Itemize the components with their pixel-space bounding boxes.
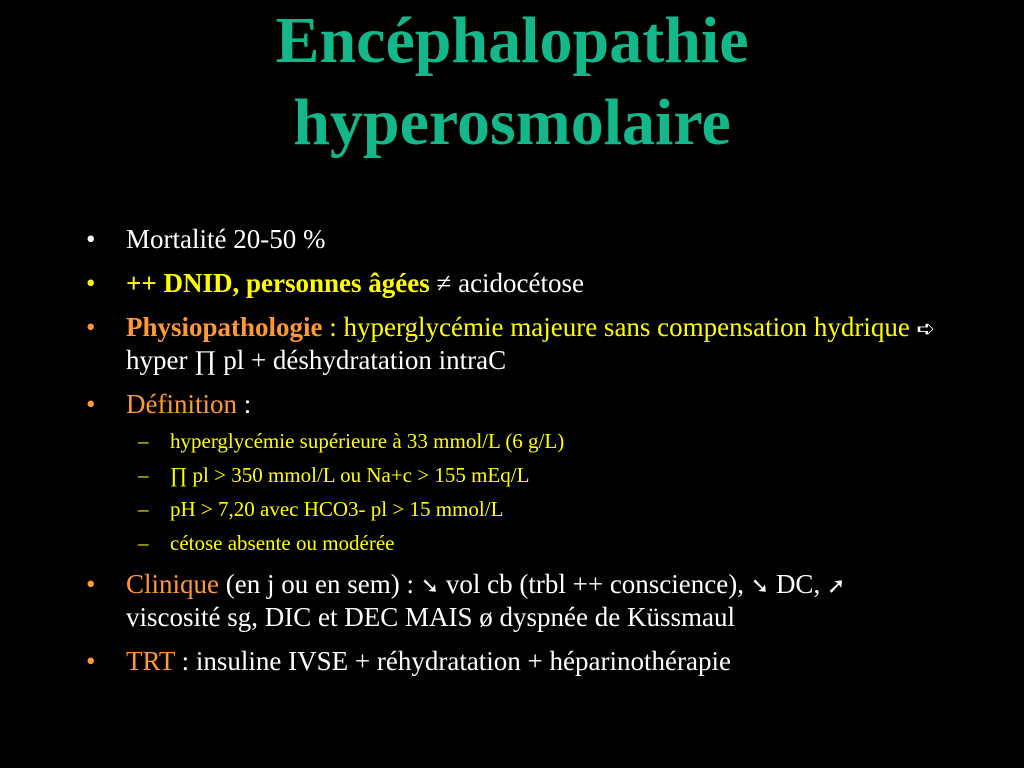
dnid-bold-text: ++ DNID, personnes âgées xyxy=(126,268,430,298)
dash-marker: – xyxy=(138,531,149,555)
definition-item-text: pH > 7,20 avec HCO3- pl > 15 mmol/L xyxy=(170,497,504,521)
dash-marker: – xyxy=(138,463,149,487)
dash-marker: – xyxy=(138,497,149,521)
bullet-item-trt xyxy=(0,646,1024,676)
title-line-2: hyperosmolaire xyxy=(293,86,731,159)
definition-sub-item xyxy=(0,531,1024,555)
bullet-item-definition xyxy=(0,389,1024,419)
bullet-marker: • xyxy=(86,268,96,298)
bullet-item-physiopathologie xyxy=(0,312,1024,375)
definition-label: Définition xyxy=(126,389,237,419)
bullet-marker: • xyxy=(86,224,96,254)
clinique-part2: vol cb (trbl ++ conscience), xyxy=(439,569,751,599)
bullet-marker: • xyxy=(86,312,96,342)
dash-marker: – xyxy=(138,429,149,453)
arrow-down-right-icon: ➘ xyxy=(420,574,440,599)
physio-label: Physiopathologie xyxy=(126,312,323,342)
clinique-label: Clinique xyxy=(126,569,219,599)
bullet-list xyxy=(0,224,1024,690)
physio-rest: hyper ∏ pl + déshydratation intraC xyxy=(126,345,507,375)
bullet-item-clinique xyxy=(0,569,1024,632)
physio-colon: : xyxy=(322,312,344,342)
definition-rest: : xyxy=(236,389,252,419)
definition-item-text: hyperglycémie supérieure à 33 mmol/L (6 g/L) xyxy=(170,429,565,453)
definition-sub-item xyxy=(0,429,1024,453)
clinique-part4: viscosité sg, DIC et DEC MAIS ø dyspnée de Küssmaul xyxy=(126,602,735,632)
trt-label: TRT xyxy=(126,646,175,676)
definition-item-text: cétose absente ou modérée xyxy=(170,531,395,555)
clinique-part3: DC, xyxy=(769,569,827,599)
bullet-marker: • xyxy=(86,569,96,599)
bullet-marker: • xyxy=(86,389,96,419)
definition-sub-item xyxy=(0,497,1024,521)
bullet-marker: • xyxy=(86,646,96,676)
arrow-up-right-icon: ➚ xyxy=(826,574,846,599)
arrow-right-icon: ➪ xyxy=(916,317,936,342)
slide-title xyxy=(0,0,1024,159)
clinique-part1: (en j ou en sem) : xyxy=(219,569,421,599)
title-line-1: Encéphalopathie xyxy=(275,4,749,77)
physio-text: hyperglycémie majeure sans compensation hydrique xyxy=(343,312,910,342)
trt-rest: : insuline IVSE + réhydratation + héparinothérapie xyxy=(174,646,731,676)
definition-sub-item xyxy=(0,463,1024,487)
arrow-down-right-icon: ➘ xyxy=(750,574,770,599)
bullet-item-dnid xyxy=(0,268,1024,298)
bullet-item-mortalite xyxy=(0,224,1024,254)
definition-item-text: ∏ pl > 350 mmol/L ou Na+c > 155 mEq/L xyxy=(170,463,530,487)
dnid-rest-text: ≠ acidocétose xyxy=(429,268,585,298)
mortalite-text: Mortalité 20-50 % xyxy=(126,224,326,254)
